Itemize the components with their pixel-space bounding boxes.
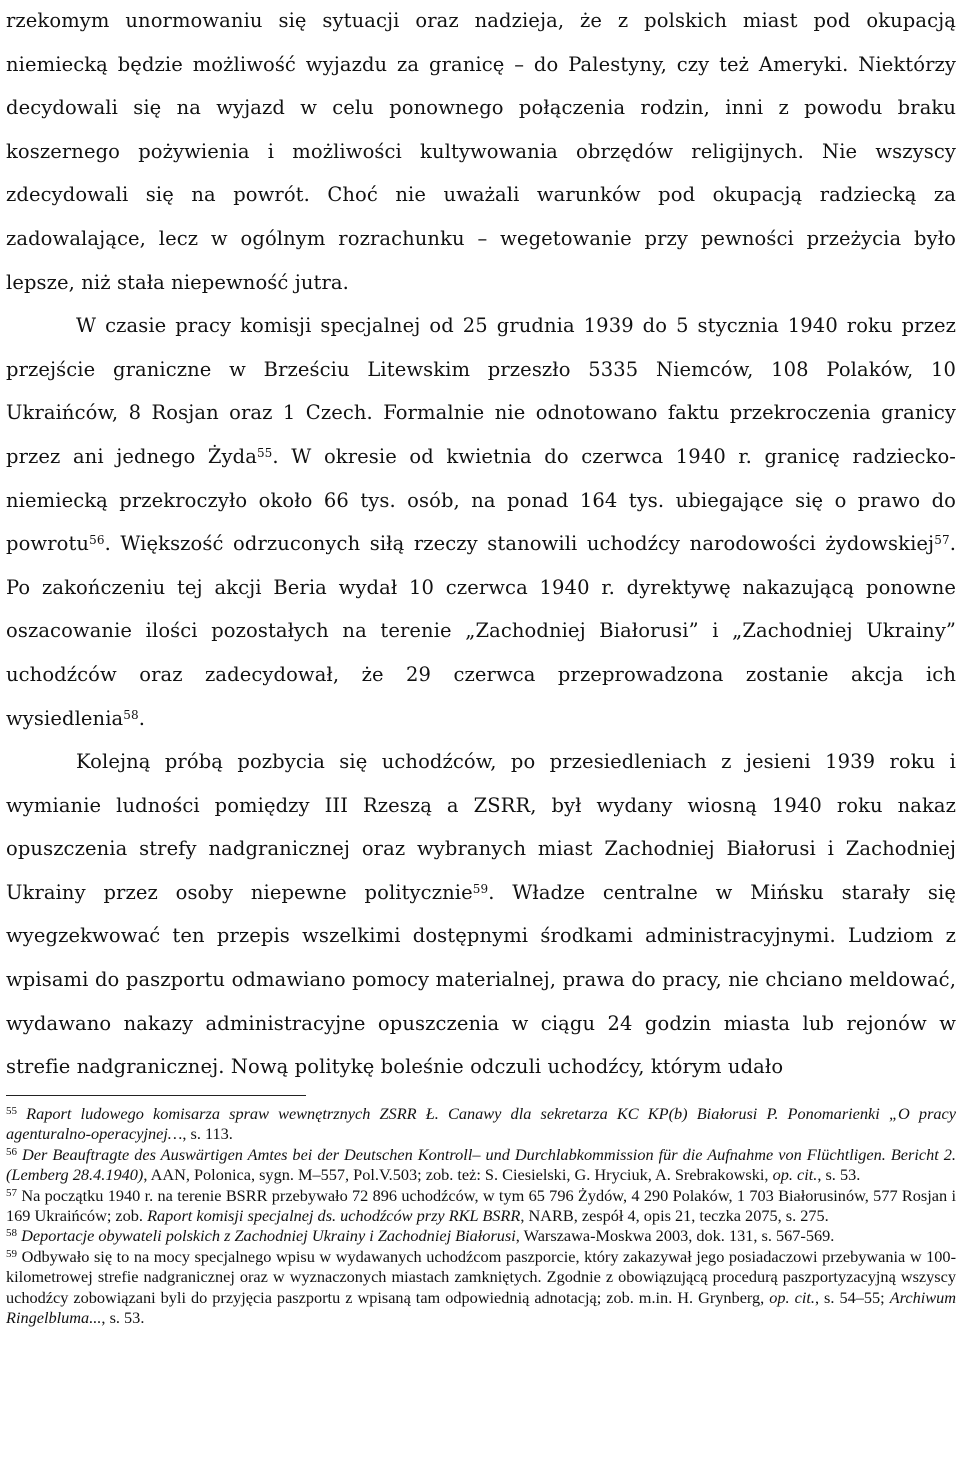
footnote-55 — [6, 1104, 956, 1145]
paragraph-3-text-b: . Władze centralne w Mińsku starały się wyegzekwować ten przepis wszelkimi dostępnymi środkami administracyjnymi. Ludziom z wpisami do paszportu odmawiano pomocy materialnej, prawa do pracy, nie chciano meldować, wydawano nakazy administracyjne opuszczenia w ciągu 24 godzin miasta lub rejonów w strefie nadgranicznej. Nową politykę boleśnie odczuli uchodźcy, którym udało — [6, 880, 956, 1079]
footnote-title: Raport ludowego komisarza spraw wewnętrznych ZSRR Ł. Canawy dla sekretarza KC KP(b) Białorusi P. Ponomarienki „O pracy agenturalno-operacyjnej… — [6, 1104, 957, 1144]
footnote-title: Deportacje obywateli polskich z Zachodniej Ukrainy i Zachodniej Białorusi — [21, 1226, 516, 1246]
paragraph-3-text-a: Kolejną próbą pozbycia się uchodźców, po przesiedleniach z jesieni 1939 roku i wymianie ludności pomiędzy III Rzeszą a ZSRR, był wydany wiosną 1940 roku nakaz opuszczenia strefy nadgranicznej oraz wybranych miast Zachodniej Białorusi i Zachodniej Ukrainy przez osoby niepewne politycznie — [6, 750, 956, 904]
footnote-separator — [6, 1095, 306, 1096]
footnote-text-end: , s. 53. — [101, 1308, 145, 1328]
main-text — [6, 0, 956, 1089]
paragraph-3 — [6, 740, 956, 1089]
footnote-ref-55[interactable]: 55 — [256, 445, 273, 460]
footnote-number: 57 — [6, 1186, 17, 1199]
footnote-number: 58 — [6, 1227, 17, 1240]
footnote-ref-56[interactable]: 56 — [89, 533, 105, 548]
footnote-title: Archiwum Ringelbluma... — [6, 1287, 957, 1328]
footnote-text-end: , NARB, zespół 4, opis 21, teczka 2075, s. 275. — [520, 1206, 829, 1226]
footnote-number: 56 — [6, 1145, 17, 1158]
footnote-op-cit: op. cit. — [769, 1287, 815, 1307]
paragraph-2-text-a: W czasie pracy komisji specjalnej od 25 grudnia 1939 do 5 stycznia 1940 roku przez przejście graniczne w Brześciu Litewskim przeszło 5335 Niemców, 108 Polaków, 10 Ukraińców, 8 Rosjan oraz 1 Czech. Formalnie nie odnotowano faktu przekroczenia granicy przez ani jednego Żyda — [6, 314, 956, 468]
paragraph-1-text: rzekomym unormowaniu się sytuacji oraz nadzieja, że z polskich miast pod okupacją niemiecką będzie możliwość wyjazdu za granicę – do Palestyny, czy też Ameryki. Niektórzy decydowali się na wyjazd w celu ponownego połączenia rodzin, inni z powodu braku koszernego pożywienia i możliwości kultywowania obrzędów religijnych. Nie wszyscy zdecydowali się na powrót. Choć nie uważali warunków pod okupacją radziecką za zadowalające, lecz w ogólnym rozrachunku – wegetowanie przy pewności przeżycia było lepsze, niż stała niepewność jutra. — [6, 9, 956, 294]
footnote-number: 55 — [6, 1105, 17, 1117]
footnote-ref-58[interactable]: 58 — [123, 707, 139, 722]
document-page — [6, 0, 956, 1089]
footnote-59 — [6, 1247, 956, 1329]
footnote-text: , AAN, Polonica, sygn. M–557, Pol.V.503; zob. też: S. Ciesielski, G. Hryciuk, A. Srebrakowski, — [143, 1165, 773, 1185]
footnote-56 — [6, 1145, 956, 1186]
footnote-op-cit: op. cit. — [772, 1165, 818, 1185]
paragraph-2-text-c: . Większość odrzuconych siłą rzeczy stanowili uchodźcy narodowości żydowskiej — [104, 532, 935, 556]
footnote-title: Raport komisji specjalnej ds. uchodźców przy RKL BSRR — [147, 1206, 521, 1226]
footnote-57 — [6, 1186, 956, 1227]
paragraph-2-text-e: . — [138, 706, 146, 730]
footnote-text: , s. 113. — [182, 1124, 233, 1144]
footnotes — [6, 1104, 956, 1328]
footnote-text: Na początku 1940 r. na terenie BSRR przebywało 72 896 uchodźców, w tym 65 796 Żydów, 4 290 Polaków, 1 703 Białorusinów, 577 Rosjan i 169 Ukraińców; zob. — [6, 1185, 956, 1226]
paragraph-2-text-b: . W okresie od kwietnia do czerwca 1940 r. granicę radziecko-niemiecką przekroczyło około 66 tys. osób, na ponad 164 tys. ubiegające się o prawo do powrotu — [6, 444, 956, 556]
paragraph-2 — [6, 304, 956, 740]
footnote-58 — [6, 1226, 956, 1246]
footnote-ref-57[interactable]: 57 — [934, 533, 950, 548]
paragraph-2-text-d: . Po zakończeniu tej akcji Beria wydał 10 czerwca 1940 r. dyrektywę nakazującą ponowne oszacowanie ilości pozostałych na terenie „Zachodniej Białorusi” i „Zachodniej Ukrainy” uchodźców oraz zadecydował, że 29 czerwca przeprowadzona zostanie akcja ich wysiedlenia — [6, 532, 956, 730]
footnote-number: 59 — [6, 1247, 17, 1260]
footnote-title: Der Beauftragte des Auswärtigen Amtes bei der Deutschen Kontroll– und Durchlabkommission für die Aufnahme von Flüchtligen. Bericht 2. (Lemberg 28.4.1940) — [6, 1144, 956, 1185]
footnote-text: , Warszawa-Moskwa 2003, dok. 131, s. 567-569. — [515, 1226, 835, 1246]
footnote-text: Odbywało się to na mocy specjalnego wpisu w wydawanych uchodźcom paszporcie, który zakazywał jego posiadaczowi przebywania w 100-kilometrowej strefie nadgranicznej oraz w wyznaczonych miastach zamkniętych. Zgodnie z obowiązującą procedurą paszportyzacyjną wszyscy uchodźcy zobowiązani byli do przyjęcia paszportu z wpisaną tam odpowiednią adnotacją; zob. m.in. H. Grynberg, — [6, 1246, 956, 1307]
footnote-ref-59[interactable]: 59 — [472, 881, 489, 896]
footnote-text-end: , s. 53. — [817, 1165, 861, 1185]
paragraph-1 — [6, 0, 956, 304]
footnote-text-mid: , s. 54–55; — [814, 1287, 890, 1307]
